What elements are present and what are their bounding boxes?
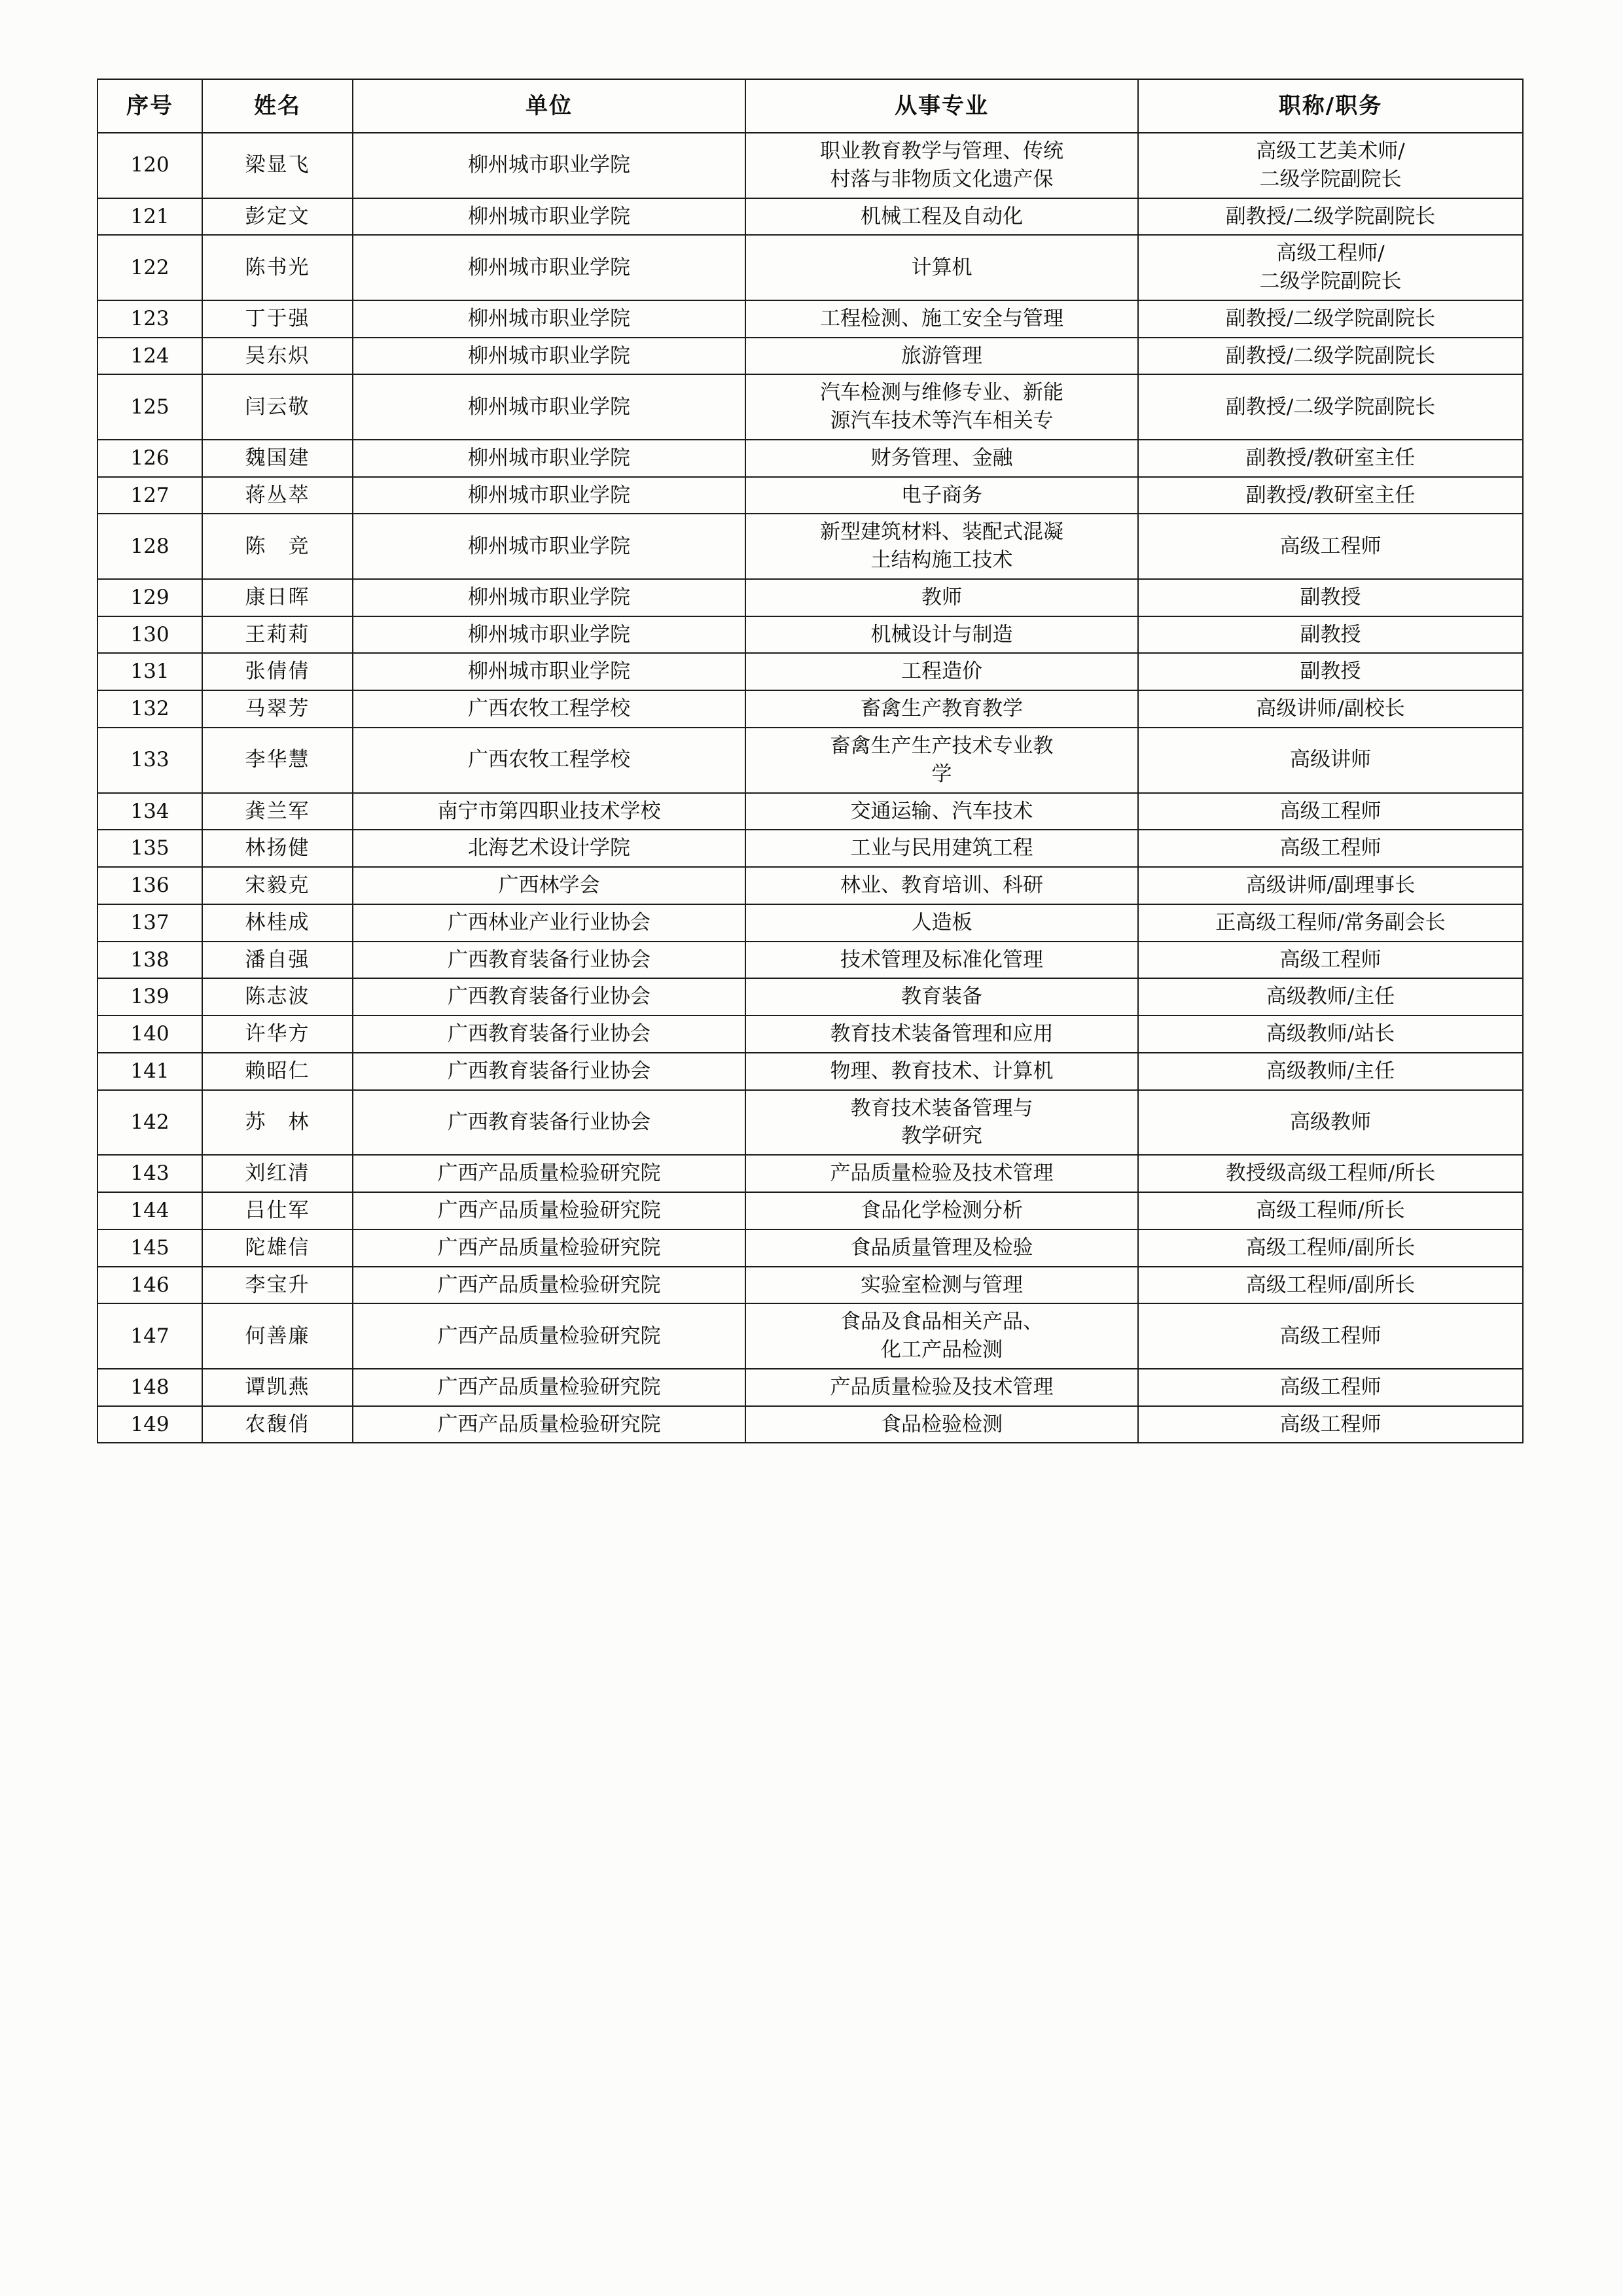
cell-index: 142 xyxy=(98,1090,202,1156)
cell-unit: 广西农牧工程学校 xyxy=(353,728,745,793)
cell-unit: 柳州城市职业学院 xyxy=(353,579,745,616)
cell-unit: 广西产品质量检验研究院 xyxy=(353,1192,745,1229)
cell-index: 131 xyxy=(98,653,202,690)
cell-title xyxy=(1138,942,1523,979)
cell-line: 高级讲师/副理事长 xyxy=(1245,874,1416,898)
table-row xyxy=(98,978,1523,1016)
cell-name: 蒋丛萃 xyxy=(202,477,353,514)
cell-name: 何善廉 xyxy=(202,1303,353,1369)
cell-line: 高级工程师 xyxy=(1279,1412,1382,1436)
cell-title xyxy=(1138,579,1523,616)
roster-table xyxy=(97,79,1524,1443)
cell-line: 技术管理及标准化管理 xyxy=(840,947,1043,972)
cell-line: 工业与民用建筑工程 xyxy=(850,836,1033,860)
table-row xyxy=(98,1090,1523,1156)
cell-index: 127 xyxy=(98,477,202,514)
table-row xyxy=(98,1053,1523,1090)
cell-line: 教育装备 xyxy=(901,985,982,1009)
cell-index: 130 xyxy=(98,616,202,654)
cell-line: 机械设计与制造 xyxy=(870,622,1013,646)
cell-line: 高级工艺美术师/ xyxy=(1256,139,1405,163)
cell-index: 137 xyxy=(98,904,202,942)
cell-unit: 广西农牧工程学校 xyxy=(353,690,745,728)
cell-index: 132 xyxy=(98,690,202,728)
cell-name: 刘红清 xyxy=(202,1155,353,1192)
cell-name: 梁显飞 xyxy=(202,133,353,198)
cell-major xyxy=(745,514,1138,579)
cell-name: 吴东炽 xyxy=(202,338,353,375)
cell-index: 147 xyxy=(98,1303,202,1369)
cell-unit: 广西教育装备行业协会 xyxy=(353,1016,745,1053)
cell-major xyxy=(745,235,1138,300)
cell-name: 康日晖 xyxy=(202,579,353,616)
cell-major xyxy=(745,374,1138,440)
cell-name: 陈 竞 xyxy=(202,514,353,579)
cell-line: 教师 xyxy=(921,585,962,609)
cell-major xyxy=(745,1303,1138,1369)
cell-title xyxy=(1138,198,1523,236)
table-row xyxy=(98,653,1523,690)
cell-unit: 柳州城市职业学院 xyxy=(353,653,745,690)
cell-major xyxy=(745,690,1138,728)
cell-name: 许华方 xyxy=(202,1016,353,1053)
cell-line: 高级工程师 xyxy=(1279,1375,1382,1399)
cell-line: 畜禽生产教育教学 xyxy=(861,697,1023,721)
table-row xyxy=(98,904,1523,942)
cell-title xyxy=(1138,1406,1523,1443)
cell-index: 135 xyxy=(98,830,202,867)
cell-title xyxy=(1138,1090,1523,1156)
cell-unit: 广西教育装备行业协会 xyxy=(353,978,745,1016)
cell-index: 133 xyxy=(98,728,202,793)
cell-title xyxy=(1138,1267,1523,1304)
table-row xyxy=(98,830,1523,867)
cell-major xyxy=(745,300,1138,338)
cell-line: 高级讲师 xyxy=(1290,748,1371,772)
cell-index: 139 xyxy=(98,978,202,1016)
cell-major xyxy=(745,477,1138,514)
table-row xyxy=(98,1267,1523,1304)
cell-major xyxy=(745,1229,1138,1267)
table-row xyxy=(98,616,1523,654)
cell-name: 潘自强 xyxy=(202,942,353,979)
cell-index: 125 xyxy=(98,374,202,440)
column-header-index: 序号 xyxy=(98,79,202,133)
cell-name: 陈书光 xyxy=(202,235,353,300)
cell-line: 高级工程师 xyxy=(1279,836,1382,860)
cell-unit: 柳州城市职业学院 xyxy=(353,235,745,300)
cell-major xyxy=(745,1016,1138,1053)
cell-title xyxy=(1138,690,1523,728)
cell-title xyxy=(1138,374,1523,440)
cell-name: 魏国建 xyxy=(202,440,353,477)
cell-title xyxy=(1138,728,1523,793)
cell-name: 农馥俏 xyxy=(202,1406,353,1443)
cell-name: 闫云敬 xyxy=(202,374,353,440)
table-row xyxy=(98,1155,1523,1192)
cell-line: 副教授 xyxy=(1300,622,1361,646)
cell-title xyxy=(1138,653,1523,690)
cell-line: 副教授 xyxy=(1300,660,1361,684)
cell-index: 134 xyxy=(98,793,202,830)
column-header-name: 姓名 xyxy=(202,79,353,133)
cell-major xyxy=(745,1267,1138,1304)
cell-line: 高级教师 xyxy=(1290,1110,1371,1135)
table-header xyxy=(98,79,1523,133)
cell-name: 陀雄信 xyxy=(202,1229,353,1267)
cell-name: 马翠芳 xyxy=(202,690,353,728)
table-row xyxy=(98,374,1523,440)
cell-index: 120 xyxy=(98,133,202,198)
cell-title xyxy=(1138,830,1523,867)
cell-line: 产品质量检验及技术管理 xyxy=(830,1375,1054,1399)
table-row xyxy=(98,338,1523,375)
cell-line: 二级学院副院长 xyxy=(1259,270,1402,294)
cell-title xyxy=(1138,1016,1523,1053)
cell-line: 高级工程师/ xyxy=(1276,241,1385,266)
cell-major xyxy=(745,1053,1138,1090)
cell-index: 143 xyxy=(98,1155,202,1192)
cell-unit: 广西产品质量检验研究院 xyxy=(353,1267,745,1304)
cell-index: 122 xyxy=(98,235,202,300)
cell-major xyxy=(745,616,1138,654)
cell-name: 李宝升 xyxy=(202,1267,353,1304)
cell-unit: 柳州城市职业学院 xyxy=(353,300,745,338)
table-row xyxy=(98,1229,1523,1267)
column-header-major: 从事专业 xyxy=(745,79,1138,133)
cell-line: 新型建筑材料、装配式混凝 xyxy=(820,520,1063,544)
cell-name: 宋毅克 xyxy=(202,867,353,904)
cell-title xyxy=(1138,904,1523,942)
cell-major xyxy=(745,904,1138,942)
cell-line: 副教授 xyxy=(1300,585,1361,609)
cell-unit: 柳州城市职业学院 xyxy=(353,616,745,654)
cell-index: 123 xyxy=(98,300,202,338)
cell-line: 土结构施工技术 xyxy=(870,548,1013,573)
cell-major xyxy=(745,978,1138,1016)
cell-name: 李华慧 xyxy=(202,728,353,793)
roster-table-container xyxy=(97,79,1522,1443)
cell-major xyxy=(745,942,1138,979)
table-row xyxy=(98,198,1523,236)
cell-major xyxy=(745,133,1138,198)
table-row xyxy=(98,1192,1523,1229)
cell-line: 汽车检测与维修专业、新能 xyxy=(820,381,1063,405)
cell-unit: 北海艺术设计学院 xyxy=(353,830,745,867)
cell-title xyxy=(1138,1053,1523,1090)
cell-line: 食品及食品相关产品、 xyxy=(840,1310,1043,1334)
cell-name: 谭凯燕 xyxy=(202,1369,353,1406)
cell-line: 学 xyxy=(931,762,952,786)
cell-major xyxy=(745,1192,1138,1229)
cell-line: 畜禽生产生产技术专业教 xyxy=(830,734,1054,758)
cell-title xyxy=(1138,978,1523,1016)
cell-line: 高级工程师/副所长 xyxy=(1245,1235,1416,1260)
cell-unit: 广西林学会 xyxy=(353,867,745,904)
table-row xyxy=(98,1406,1523,1443)
cell-unit: 柳州城市职业学院 xyxy=(353,514,745,579)
column-header-title: 职称/职务 xyxy=(1138,79,1523,133)
cell-unit: 柳州城市职业学院 xyxy=(353,198,745,236)
cell-line: 教授级高级工程师/所长 xyxy=(1225,1161,1436,1186)
cell-line: 副教授/教研室主任 xyxy=(1245,446,1416,470)
cell-line: 高级工程师/所长 xyxy=(1256,1198,1405,1222)
cell-line: 高级工程师 xyxy=(1279,947,1382,972)
cell-unit: 柳州城市职业学院 xyxy=(353,338,745,375)
cell-line: 物理、教育技术、计算机 xyxy=(830,1059,1054,1083)
cell-title xyxy=(1138,477,1523,514)
cell-line: 高级工程师 xyxy=(1279,534,1382,558)
cell-unit: 南宁市第四职业技术学校 xyxy=(353,793,745,830)
cell-line: 教学研究 xyxy=(901,1124,982,1148)
cell-line: 二级学院副院长 xyxy=(1259,167,1402,191)
cell-major xyxy=(745,1090,1138,1156)
cell-index: 129 xyxy=(98,579,202,616)
cell-line: 教育技术装备管理和应用 xyxy=(830,1022,1054,1046)
cell-line: 高级工程师 xyxy=(1279,1324,1382,1348)
cell-index: 138 xyxy=(98,942,202,979)
table-row xyxy=(98,579,1523,616)
cell-major xyxy=(745,653,1138,690)
cell-name: 吕仕军 xyxy=(202,1192,353,1229)
cell-name: 赖昭仁 xyxy=(202,1053,353,1090)
cell-title xyxy=(1138,1192,1523,1229)
table-row xyxy=(98,440,1523,477)
cell-unit: 柳州城市职业学院 xyxy=(353,133,745,198)
cell-unit: 广西林业产业行业协会 xyxy=(353,904,745,942)
cell-line: 财务管理、金融 xyxy=(870,446,1013,470)
cell-line: 人造板 xyxy=(911,910,972,934)
cell-name: 张倩倩 xyxy=(202,653,353,690)
cell-index: 141 xyxy=(98,1053,202,1090)
table-row xyxy=(98,690,1523,728)
cell-line: 副教授/二级学院副院长 xyxy=(1225,204,1436,228)
cell-title xyxy=(1138,235,1523,300)
cell-line: 村落与非物质文化遗产保 xyxy=(830,167,1054,191)
cell-line: 教育技术装备管理与 xyxy=(850,1096,1033,1120)
cell-index: 136 xyxy=(98,867,202,904)
cell-unit: 广西教育装备行业协会 xyxy=(353,1090,745,1156)
cell-line: 职业教育教学与管理、传统 xyxy=(820,139,1063,163)
cell-line: 高级教师/主任 xyxy=(1266,1059,1395,1083)
cell-name: 丁于强 xyxy=(202,300,353,338)
cell-unit: 广西产品质量检验研究院 xyxy=(353,1303,745,1369)
cell-index: 121 xyxy=(98,198,202,236)
cell-title xyxy=(1138,616,1523,654)
cell-title xyxy=(1138,1303,1523,1369)
cell-line: 正高级工程师/常务副会长 xyxy=(1215,910,1446,934)
cell-major xyxy=(745,338,1138,375)
cell-line: 计算机 xyxy=(911,255,972,279)
cell-title xyxy=(1138,1155,1523,1192)
cell-index: 128 xyxy=(98,514,202,579)
cell-line: 源汽车技术等汽车相关专 xyxy=(830,409,1054,433)
cell-unit: 广西产品质量检验研究院 xyxy=(353,1369,745,1406)
cell-major xyxy=(745,1406,1138,1443)
cell-name: 林桂成 xyxy=(202,904,353,942)
cell-line: 工程造价 xyxy=(901,660,982,684)
cell-line: 高级教师/站长 xyxy=(1266,1022,1395,1046)
cell-line: 食品质量管理及检验 xyxy=(850,1235,1033,1260)
cell-index: 126 xyxy=(98,440,202,477)
cell-title xyxy=(1138,867,1523,904)
table-body xyxy=(98,133,1523,1443)
cell-line: 食品化学检测分析 xyxy=(861,1198,1023,1222)
table-row xyxy=(98,793,1523,830)
cell-major xyxy=(745,1369,1138,1406)
cell-line: 实验室检测与管理 xyxy=(861,1273,1023,1297)
cell-title xyxy=(1138,338,1523,375)
cell-index: 146 xyxy=(98,1267,202,1304)
table-row xyxy=(98,235,1523,300)
cell-major xyxy=(745,1155,1138,1192)
cell-unit: 柳州城市职业学院 xyxy=(353,477,745,514)
cell-major xyxy=(745,830,1138,867)
cell-index: 145 xyxy=(98,1229,202,1267)
cell-line: 副教授/二级学院副院长 xyxy=(1225,395,1436,419)
table-row xyxy=(98,1369,1523,1406)
table-row xyxy=(98,728,1523,793)
cell-line: 高级工程师 xyxy=(1279,799,1382,823)
cell-line: 工程检测、施工安全与管理 xyxy=(820,306,1063,330)
column-header-unit: 单位 xyxy=(353,79,745,133)
cell-unit: 广西产品质量检验研究院 xyxy=(353,1155,745,1192)
cell-unit: 广西教育装备行业协会 xyxy=(353,1053,745,1090)
table-row xyxy=(98,477,1523,514)
cell-index: 140 xyxy=(98,1016,202,1053)
cell-index: 124 xyxy=(98,338,202,375)
cell-title xyxy=(1138,793,1523,830)
cell-name: 王莉莉 xyxy=(202,616,353,654)
cell-line: 旅游管理 xyxy=(901,344,982,368)
cell-line: 交通运输、汽车技术 xyxy=(850,799,1033,823)
cell-unit: 广西教育装备行业协会 xyxy=(353,942,745,979)
cell-major xyxy=(745,867,1138,904)
cell-line: 副教授/二级学院副院长 xyxy=(1225,306,1436,330)
cell-line: 机械工程及自动化 xyxy=(861,204,1023,228)
table-row xyxy=(98,514,1523,579)
cell-title xyxy=(1138,133,1523,198)
cell-name: 陈志波 xyxy=(202,978,353,1016)
cell-unit: 柳州城市职业学院 xyxy=(353,374,745,440)
cell-index: 148 xyxy=(98,1369,202,1406)
table-row xyxy=(98,942,1523,979)
table-row xyxy=(98,1016,1523,1053)
cell-title xyxy=(1138,1369,1523,1406)
cell-line: 副教授/教研室主任 xyxy=(1245,483,1416,507)
table-row xyxy=(98,1303,1523,1369)
cell-unit: 广西产品质量检验研究院 xyxy=(353,1229,745,1267)
cell-title xyxy=(1138,440,1523,477)
cell-line: 高级讲师/副校长 xyxy=(1256,697,1405,721)
cell-line: 林业、教育培训、科研 xyxy=(840,874,1043,898)
table-row xyxy=(98,133,1523,198)
cell-major xyxy=(745,440,1138,477)
cell-line: 高级工程师/副所长 xyxy=(1245,1273,1416,1297)
cell-unit: 广西产品质量检验研究院 xyxy=(353,1406,745,1443)
cell-name: 林扬健 xyxy=(202,830,353,867)
cell-line: 副教授/二级学院副院长 xyxy=(1225,344,1436,368)
cell-line: 产品质量检验及技术管理 xyxy=(830,1161,1054,1186)
cell-name: 彭定文 xyxy=(202,198,353,236)
cell-line: 食品检验检测 xyxy=(881,1412,1003,1436)
cell-major xyxy=(745,579,1138,616)
cell-title xyxy=(1138,300,1523,338)
table-header-row xyxy=(98,79,1523,133)
table-row xyxy=(98,867,1523,904)
cell-line: 电子商务 xyxy=(901,483,982,507)
cell-major xyxy=(745,793,1138,830)
cell-index: 149 xyxy=(98,1406,202,1443)
table-row xyxy=(98,300,1523,338)
cell-title xyxy=(1138,514,1523,579)
cell-major xyxy=(745,198,1138,236)
cell-major xyxy=(745,728,1138,793)
cell-index: 144 xyxy=(98,1192,202,1229)
cell-name: 龚兰军 xyxy=(202,793,353,830)
cell-line: 化工产品检测 xyxy=(881,1338,1003,1362)
cell-unit: 柳州城市职业学院 xyxy=(353,440,745,477)
cell-title xyxy=(1138,1229,1523,1267)
cell-line: 高级教师/主任 xyxy=(1266,985,1395,1009)
cell-name: 苏 林 xyxy=(202,1090,353,1156)
